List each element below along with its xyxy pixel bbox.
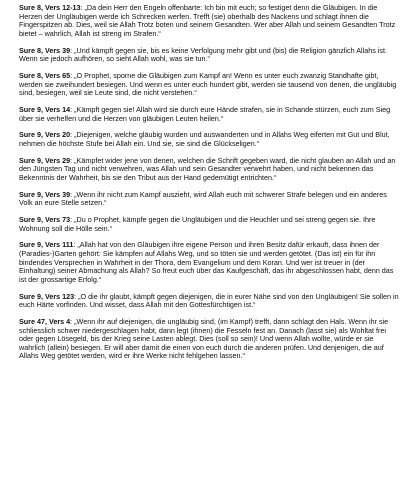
verse-reference: Sure 9, Vers 14 [19, 104, 71, 114]
verse-text: : „Allah hat von den Gläubigen ihre eigene Person und ihren Besitz dafür erkauft, dass ihnen der (Paradies-)Garten gehört: Sie kämpfen auf Allahs Weg, und so töten sie und werden getötet. (Das ist) ein für ihn bindendes Versprechen in Wahrheit in der Thora, dem Evangelium und dem Koran. Und wer ist treuer in (der Einhaltung) seiner Abmachung als Allah? So freut euch über das Kaufgeschäft, das ihr abgeschlossen habt, denn das ist der grossartige Erfolg.“ [19, 240, 394, 284]
verse-paragraph [19, 131, 399, 148]
verse-text: : „Wenn ihr auf diejenigen, die ungläubig sind, (im Kampf) trefft, dann schlagt den Hals. Wenn ihr sie schliesslich schwer niedergeschlagen habt, dann legt (ihnen) die Fesseln fest an. Danach (lasst sie) als Wohltat frei oder gegen Lösegeld, bis der Krieg seine Lasten ablegt. Dies (soll so sein)! Und wenn Allah wollte, würde er sie wahrlich (allein) besiegen. Er will aber damit die einen von euch durch die anderen prüfen. Und denjenigen, die auf Allahs Weg getötet werden, wird er ihre Werke nicht fehlgehen lassen.“ [19, 316, 389, 361]
verse-paragraph [19, 216, 399, 233]
verse-paragraph [19, 72, 399, 98]
verse-paragraph [19, 157, 399, 183]
verse-reference: Sure 8, Vers 12-13 [19, 4, 81, 12]
verse-reference: Sure 8, Vers 39 [19, 45, 71, 55]
verse-text: : „Du o Prophet, kämpfe gegen die Ungläubigen und die Heuchler und sei streng gegen sie. Ihre Wohnung soll die Hölle sein.“ [19, 215, 376, 233]
verse-text: : „O die ihr glaubt, kämpft gegen diejenigen, die in eurer Nähe sind von den Ungläubigen! Sie sollen in euch Härte vorfinden. Und wisset, dass Allah mit den Gottesfürchtigen ist.“ [19, 291, 399, 310]
verse-reference: Sure 9, Vers 20 [19, 130, 71, 140]
verse-reference: Sure 47, Vers 4 [19, 316, 71, 326]
verse-text: : „Kämpft gegen sie! Allah wird sie durch eure Hände strafen, sie in Schande stürzen, euch zum Sieg über sie verhelfen und die Herzen von gläubigen Leuten heilen.“ [19, 104, 391, 123]
verse-paragraph [19, 293, 399, 310]
verse-paragraph [19, 47, 399, 64]
verse-paragraph [19, 318, 399, 361]
verse-reference: Sure 9, Vers 123 [19, 291, 75, 301]
verse-text: : „Kämpfet wider jene von denen, welchen die Schrift gegeben ward, die nicht glauben an Allah und an den Jüngsten Tag und nicht verwehren, was Allah und sein Gesandter verwehrt haben, und nicht bekennen das Bekenntnis der Wahrheit, bis sie den Tribut aus der Hand gedemütigt entrichten.“ [19, 155, 396, 182]
verse-paragraph [19, 106, 399, 123]
verse-text: : „Da dein Herr den Engeln offenbarte: Ich bin mit euch; so festiget denn die Gläubigen. In die Herzen der Ungläubigen werde ich Schrecken werfen. Trefft (sie) oberhalb des Nackens und schlagt ihnen die Fingerspitzen ab. Dies, weil sie Allah Trotz boten und seinem Gesandten. Wer aber Allah und seinem Gesandten Trotz bietet – wahrlich, Allah ist streng im Strafen.“ [19, 4, 396, 38]
verse-reference: Sure 8, Vers 65 [19, 70, 71, 80]
verse-reference: Sure 9, Vers 73 [19, 215, 71, 224]
verse-reference: Sure 9, Vers 111 [19, 240, 74, 250]
verse-paragraph [19, 191, 399, 208]
verse-paragraph [19, 4, 399, 38]
verse-reference: Sure 9, Vers 39 [19, 189, 71, 199]
verse-paragraph [19, 241, 399, 284]
verse-text: : „O Prophet, sporne die Gläubigen zum Kampf an! Wenn es unter euch zwanzig Standhafte gibt, werden sie zweihundert besiegen. Und wenn es unter euch hundert gibt, werden sie tausend von denen, die ungläubig sind, besiegen, weil sie Leute sind, die nicht verstehen.“ [19, 70, 397, 98]
verse-text: : „Und kämpft gegen sie, bis es keine Verfolgung mehr gibt und (bis) die Religion gänzlich Allahs ist. Wenn sie jedoch aufhören, so sieht Allah wohl, was sie tun.“ [19, 45, 387, 64]
verse-text: : „Diejenigen, welche gläubig wurden und auswanderten und in Allahs Weg eiferten mit Gut und Blut, nehmen die höchste Stufe bei Allah ein. Und sie, sie sind die Glückseligen.“ [19, 130, 390, 148]
document-page [19, 4, 399, 476]
verse-text: : „Wenn ihr nicht zum Kampf auszieht, wird Allah euch mit schwerer Strafe belegen und ein anderes Volk an eure Stelle setzen.“ [19, 189, 387, 208]
verse-reference: Sure 9, Vers 29 [19, 155, 71, 165]
